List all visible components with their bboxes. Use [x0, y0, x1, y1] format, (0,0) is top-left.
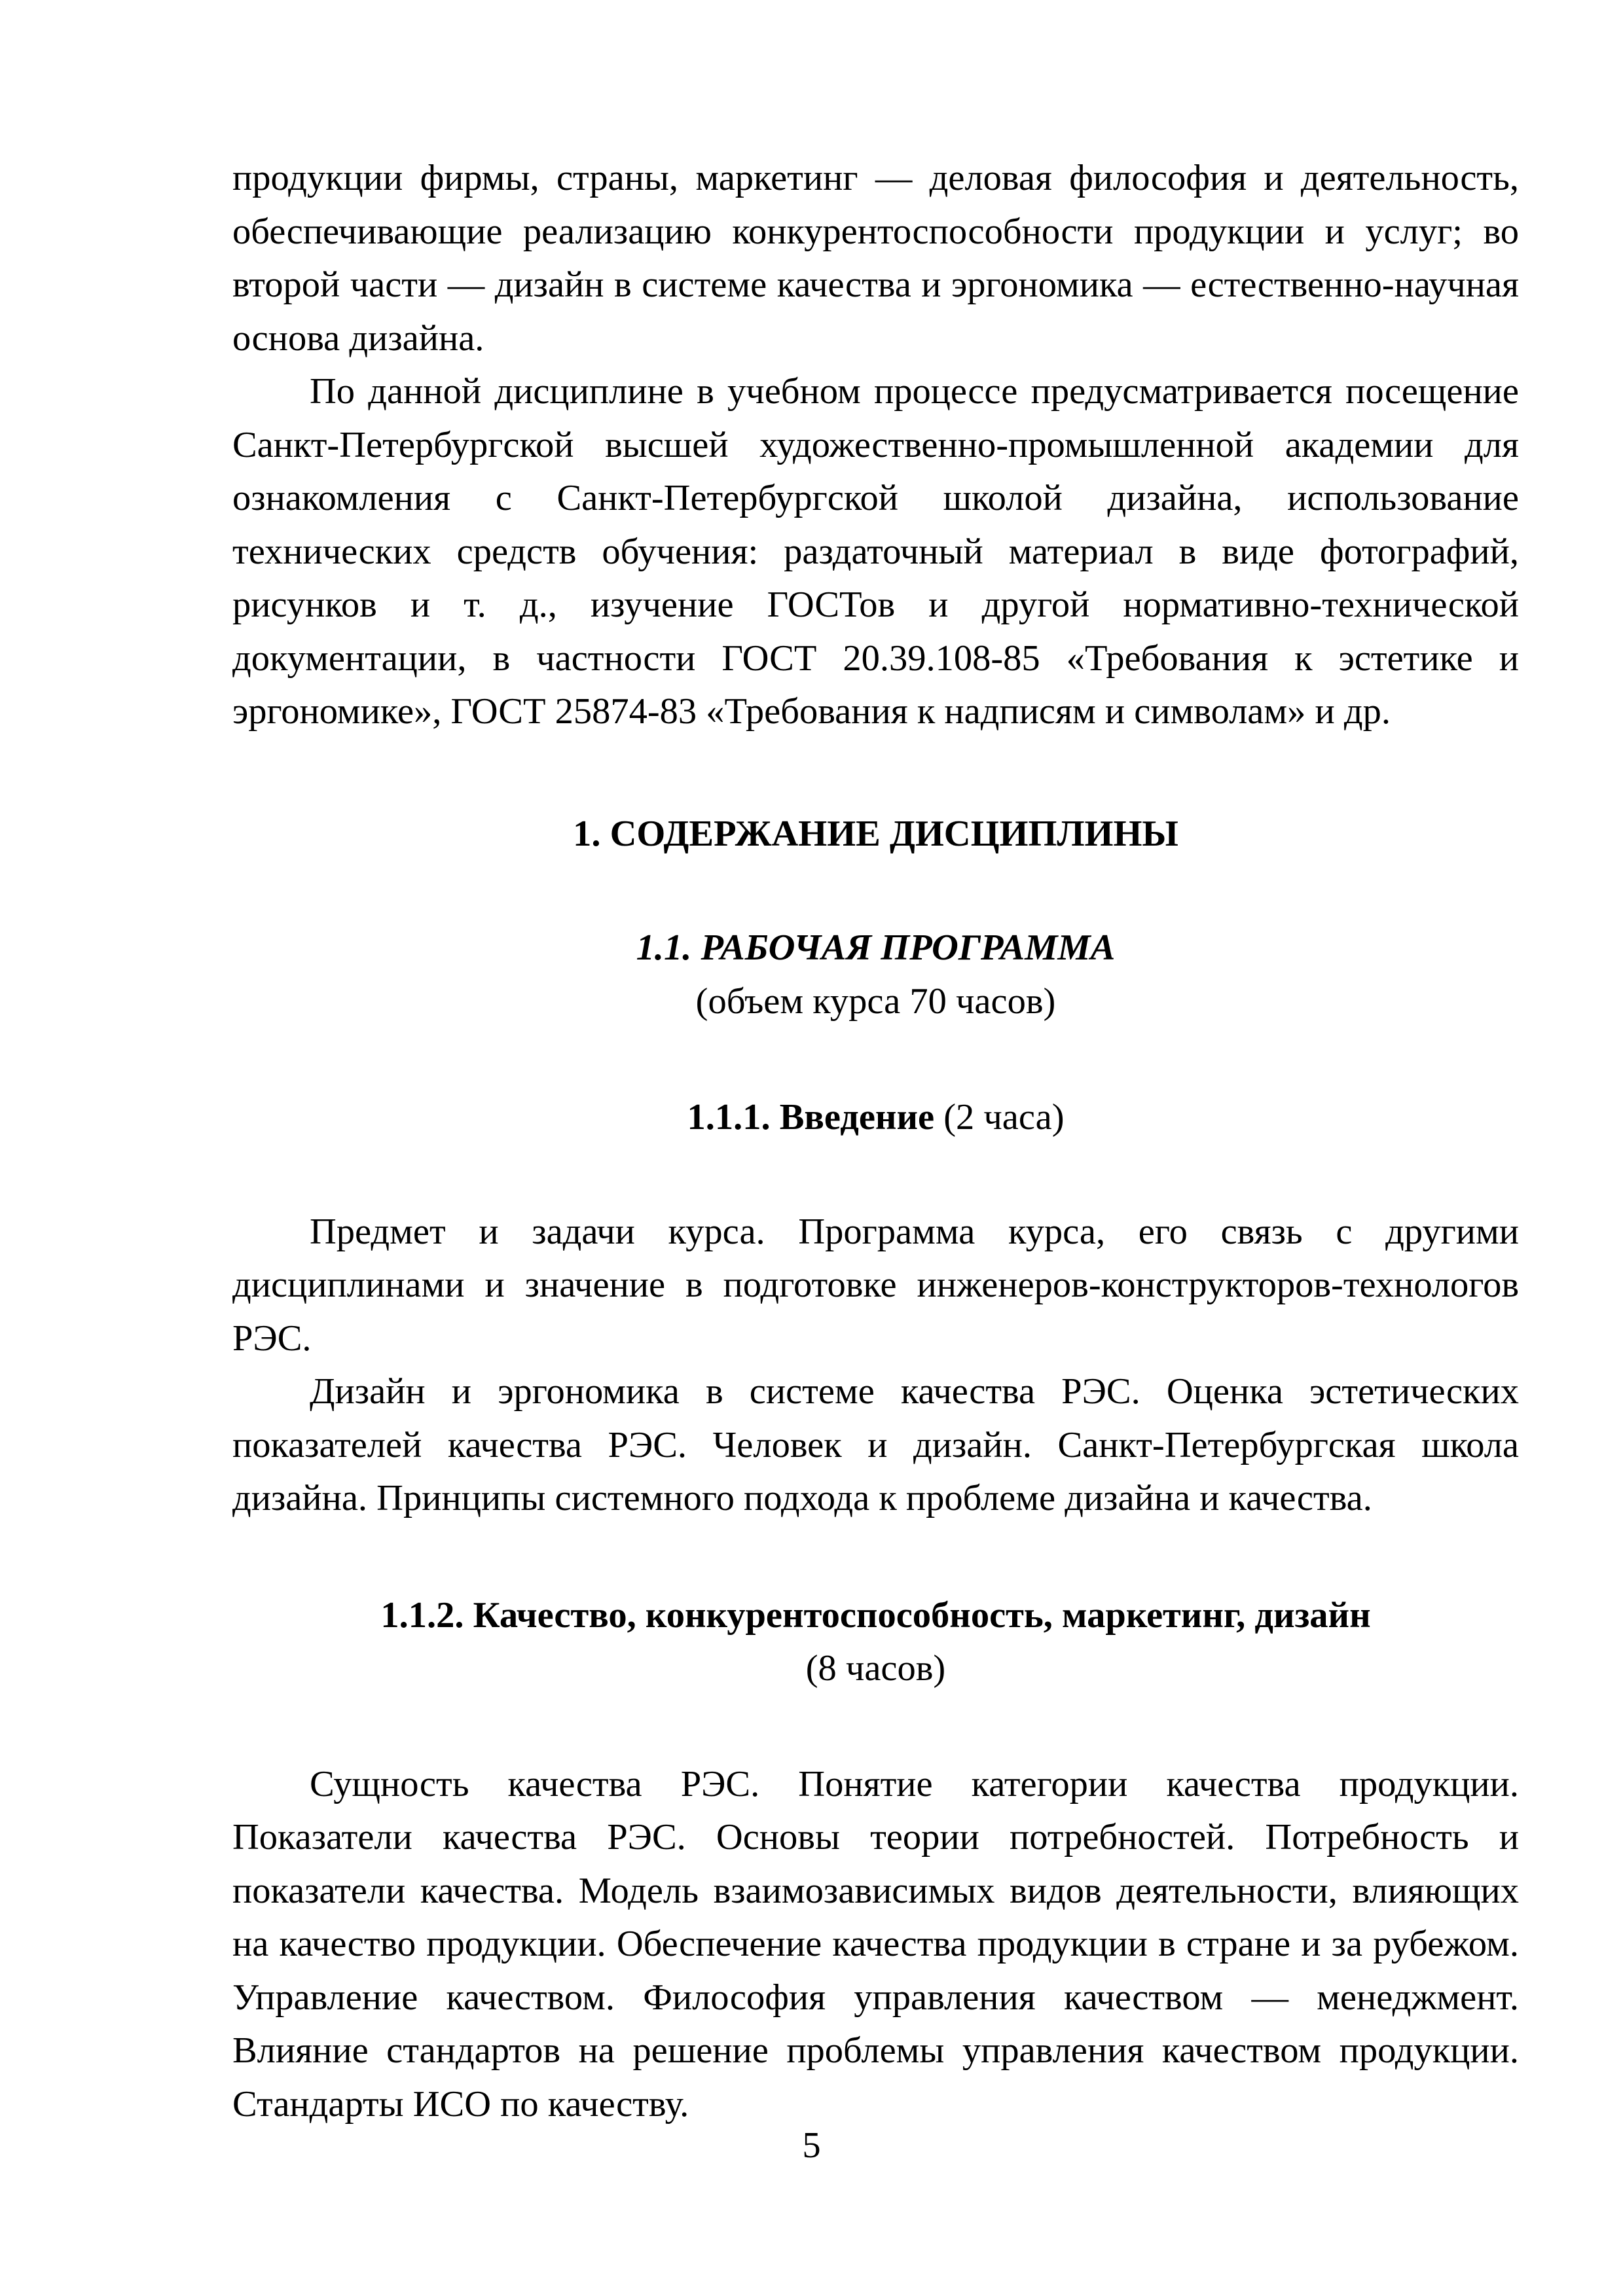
paragraph-quality-topics: Сущность качества РЭС. Понятие категории качества продукции. Показатели качества РЭС. Основы теории потребностей. Потребность и показатели качества. Модель взаимозависимых видов деятельности, влияющих на качество продукции. Обеспечение качества продукции в стране и за рубежом. Управление качеством. Философия управления качеством — менеджмент. Влияние стандартов на решение проблемы управления качеством продукции. Стандарты ИСО по качеству. [232, 1763, 1519, 2125]
paragraph-intro-continuation: продукции фирмы, страны, маркетинг — деловая философия и деятельность, обеспечивающие реализацию конкурентоспособности продукции и услуг; во второй части — дизайн в системе качества и эргономика — естественно-научная основа дизайна. [232, 158, 1519, 359]
section-heading-1-1: 1.1. РАБОЧАЯ ПРОГРАММА [636, 927, 1116, 968]
section-heading-1-1-2: 1.1.2. Качество, конкурентоспособность, маркетинг, дизайн [380, 1594, 1371, 1636]
heading-1-1-1-title: 1.1.1. Введение [687, 1097, 935, 1138]
heading-1-1-1-hours: (2 часа) [934, 1097, 1065, 1138]
page-number: 5 [802, 2125, 821, 2166]
paragraph-visits: По данной дисциплине в учебном процессе предусматривается посещение Санкт-Петербургской высшей художественно-промышленной академии для ознакомления с Санкт-Петербургской школой дизайна, использование технических средств обучения: раздаточный материал в виде фотографий, рисунков и т. д., изучение ГОСТов и другой нормативно-технической документации, в частности ГОСТ 20.39.108-85 «Требования к эстетике и эргономике», ГОСТ 25874-83 «Требования к надписям и символам» и др. [232, 371, 1519, 732]
section-heading-1: 1. СОДЕРЖАНИЕ ДИСЦИПЛИНЫ [573, 813, 1178, 854]
section-heading-1-1-1 [232, 1091, 1519, 1145]
heading-1-1-2-hours: (8 часов) [805, 1648, 946, 1689]
paragraph-intro-topics-2: Дизайн и эргономика в системе качества РЭС. Оценка эстетических показателей качества РЭС. Человек и дизайн. Санкт-Петербургская школа дизайна. Принципы системного подхода к проблеме дизайна и качества. [232, 1371, 1519, 1518]
text-column [232, 152, 1519, 2131]
course-volume-note: (объем курса 70 часов) [695, 980, 1056, 1022]
paragraph-intro-topics-1: Предмет и задачи курса. Программа курса, его связь с другими дисциплинами и значение в подготовке инженеров-конструкторов-технологов РЭС. [232, 1211, 1519, 1359]
